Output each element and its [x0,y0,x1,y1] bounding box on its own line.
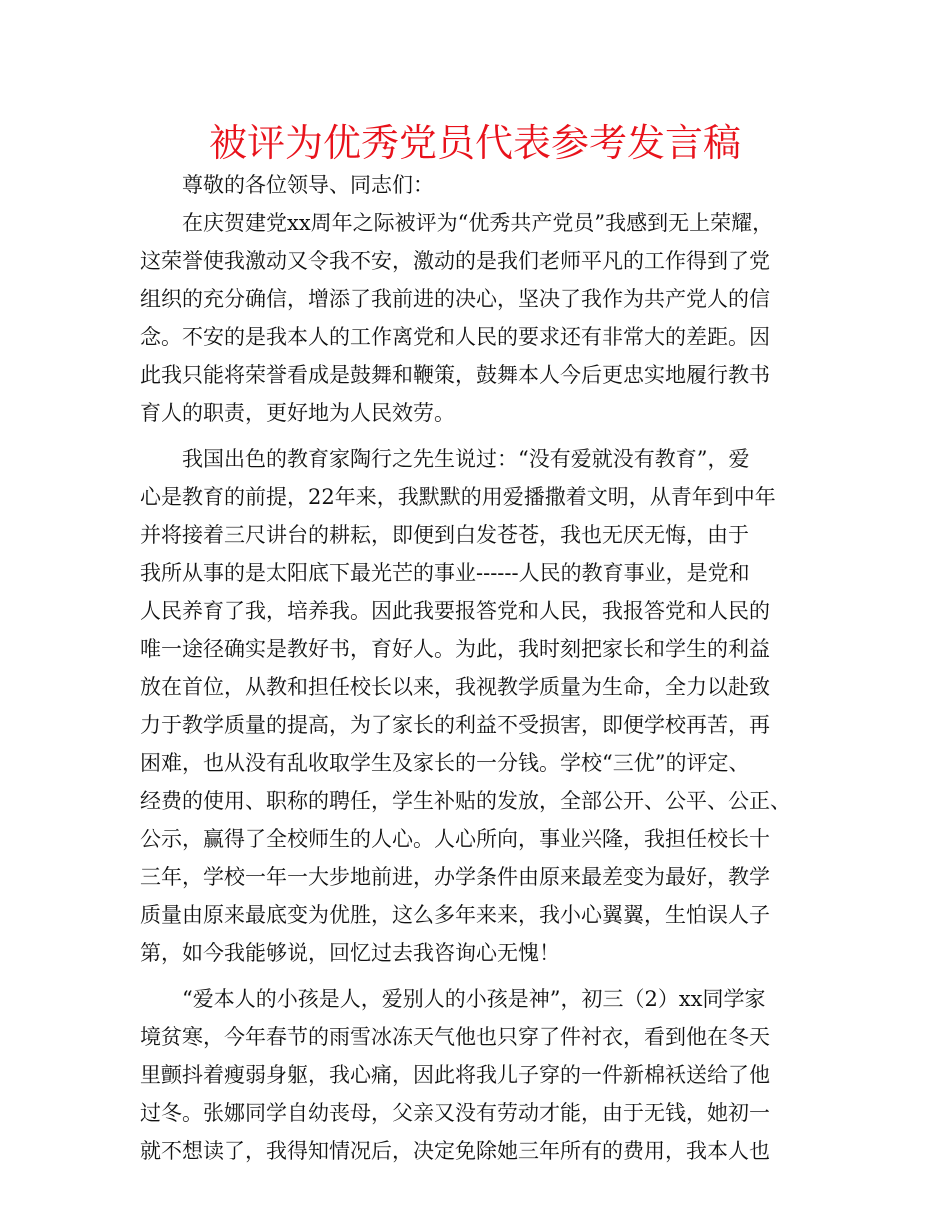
paragraph-line: 人民养育了我，培养我。因此我要报答党和人民，我报答党和人民的 [140,599,770,623]
paragraph-gap [140,432,830,440]
paragraph-line: 困难，也从没有乱收取学生及家长的一分钱。学校“三优”的评定、 [140,751,750,775]
paragraph-line: 我国出色的教育家陶行之先生说过：“没有爱就没有教育”，爱 [182,447,750,471]
paragraph-line: 过冬。张娜同学自幼丧母，父亲又没有劳动才能，由于无钱，她初一 [140,1101,770,1125]
paragraph-line: 就不想读了，我得知情况后，决定免除她三年所有的费用，我本人也 [140,1139,770,1163]
paragraph-line: 组织的充分确信，增添了我前进的决心，坚决了我作为共产党人的信 [140,287,770,311]
paragraph-line: 境贫寒，今年春节的雨雪冰冻天气他也只穿了件衬衣，看到他在冬天 [140,1025,770,1049]
paragraph-line: 在庆贺建党xx周年之际被评为“优秀共产党员”我感到无上荣耀， [182,211,774,235]
paragraph-line: 公示，赢得了全校师生的人心。人心所向，事业兴隆，我担任校长十 [140,827,770,851]
document-title: 被评为优秀党员代表参考发言稿 [208,121,741,165]
paragraph-line: 此我只能将荣誉看成是鼓舞和鞭策，鼓舞本人今后更忠实地履行教书 [140,363,770,387]
paragraph-line: 念。不安的是我本人的工作离党和人民的要求还有非常大的差距。因 [140,325,770,349]
paragraph-gap [140,972,830,980]
paragraph-line: 心是教育的前提，22年来，我默默的用爱播撒着文明，从青年到中年 [140,485,776,509]
paragraph-line: “爱本人的小孩是人，爱别人的小孩是神”，初三（2）xx同学家 [182,987,766,1011]
paragraph-line: 这荣誉使我激动又令我不安，激动的是我们老师平凡的工作得到了党 [140,249,770,273]
paragraph-line: 经费的使用、职称的聘任，学生补贴的发放，全部公开、公平、公正、 [140,789,791,813]
paragraph-2 [140,440,830,972]
paragraph-3 [140,980,830,1170]
paragraph-line: 育人的职责，更好地为人民效劳。 [140,401,455,425]
paragraph-line: 我所从事的是太阳底下最光芒的事业------人民的教育事业，是党和 [140,561,750,585]
paragraph-line: 第，如今我能够说，回忆过去我咨询心无愧！ [140,941,560,965]
paragraph-line: 并将接着三尺讲台的耕耘，即便到白发苍苍，我也无厌无悔，由于 [140,523,749,547]
paragraph-line: 里颤抖着瘦弱身躯，我心痛，因此将我儿子穿的一件新棉袄送给了他 [140,1063,770,1087]
paragraph-1 [140,204,830,432]
document-body [140,166,830,1170]
paragraph-line: 力于教学质量的提高，为了家长的利益不受损害，即便学校再苦，再 [140,713,770,737]
paragraph-line: 三年，学校一年一大步地前进，办学条件由原来最差变为最好，教学 [140,865,770,889]
paragraph-line: 唯一途径确实是教好书，育好人。为此，我时刻把家长和学生的利益 [140,637,770,661]
greeting-line: 尊敬的各位领导、同志们： [182,173,434,197]
paragraph-line: 放在首位，从教和担任校长以来，我视教学质量为生命，全力以赴致 [140,675,770,699]
paragraph-line: 质量由原来最底变为优胜，这么多年来来，我小心翼翼，生怕误人子 [140,903,770,927]
